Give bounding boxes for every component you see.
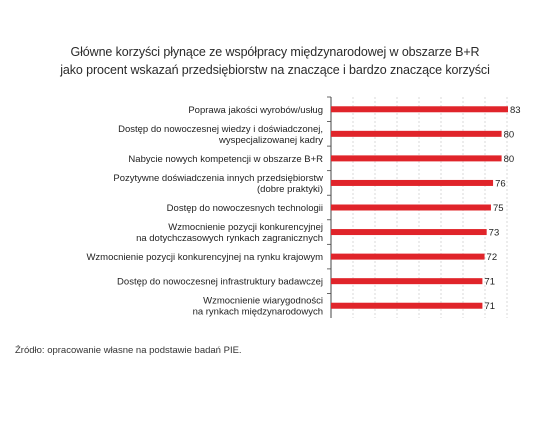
category-label: na rynkach międzynarodowych bbox=[192, 306, 323, 318]
category-label: wyspecjalizowanej kadry bbox=[218, 134, 323, 146]
category-label: Pozytywne doświadczenia innych przedsiębiorstw bbox=[113, 172, 323, 184]
category-label: Wzmocnienie pozycji konkurencyjnej na rynku krajowym bbox=[86, 252, 323, 264]
category-label: (dobre praktyki) bbox=[257, 183, 323, 195]
bar-value-label: 71 bbox=[484, 301, 495, 313]
category-label: Wzmocnienie pozycji konkurencyjnej bbox=[168, 222, 323, 234]
bar-value-label: 83 bbox=[510, 104, 521, 116]
bar-value-label: 76 bbox=[495, 178, 506, 190]
bar bbox=[331, 205, 491, 211]
bar-value-label: 80 bbox=[503, 129, 515, 141]
bar bbox=[331, 229, 487, 235]
bar-value-label: 75 bbox=[492, 203, 504, 214]
category-label: Dostęp do nowoczesnej infrastruktury badawczej bbox=[117, 276, 323, 288]
bar-value-label: 80 bbox=[503, 153, 515, 165]
category-label: Nabycie nowych kompetencji w obszarze B+R bbox=[128, 153, 323, 165]
category-label: Dostęp do nowoczesnej wiedzy i doświadczonej, bbox=[118, 123, 323, 135]
bar bbox=[331, 131, 502, 137]
source-note: Źródło: opracowanie własne na podstawie badań PIE. bbox=[15, 345, 242, 356]
chart-title-line-2: jako procent wskazań przedsiębiorstw na znaczące i bardzo znaczące korzyści bbox=[60, 63, 490, 77]
bar bbox=[331, 278, 482, 284]
bar-value-label: 73 bbox=[488, 227, 500, 239]
bar bbox=[331, 106, 508, 112]
bar bbox=[331, 155, 502, 161]
bar bbox=[331, 303, 482, 309]
category-label: Wzmocnienie wiarygodności bbox=[203, 295, 323, 307]
chart-title-line-1: Główne korzyści płynące ze współpracy międzynarodowej w obszarze B+R bbox=[70, 45, 480, 59]
category-label: na dotychczasowych rynkach zagranicznych bbox=[136, 233, 323, 245]
bar bbox=[331, 180, 493, 186]
bar bbox=[331, 254, 485, 260]
category-label: Poprawa jakości wyrobów/usług bbox=[188, 104, 323, 116]
bar-value-label: 71 bbox=[484, 276, 495, 288]
category-label: Dostęp do nowoczesnych technologii bbox=[166, 203, 323, 214]
bar-value-label: 72 bbox=[486, 252, 498, 264]
